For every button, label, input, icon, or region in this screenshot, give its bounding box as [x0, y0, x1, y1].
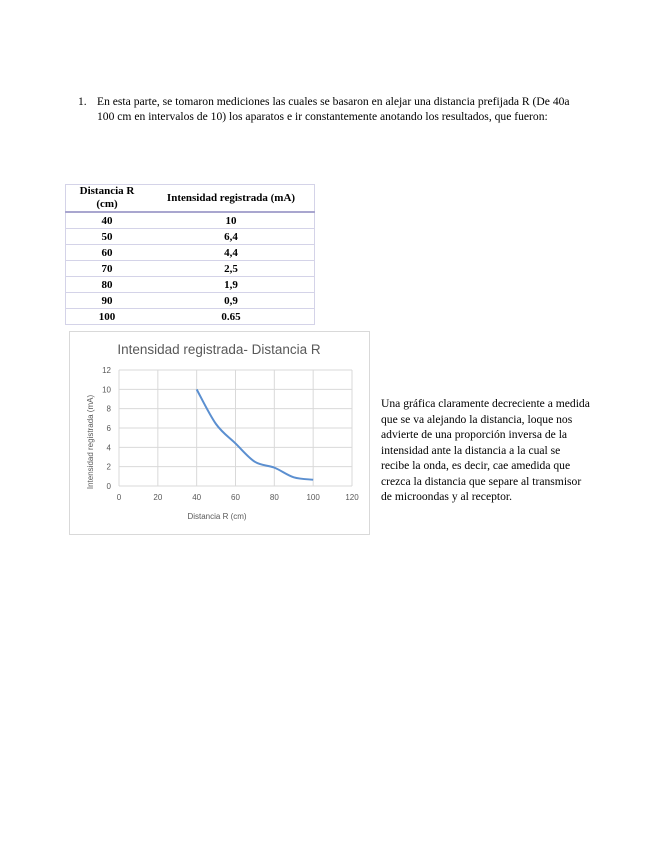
y-tick-label: 0 — [106, 482, 111, 491]
measurements-table — [65, 184, 315, 325]
table-row — [66, 293, 315, 309]
x-axis-label: Distancia R (cm) — [187, 512, 247, 521]
x-tick-label: 20 — [153, 493, 163, 502]
y-tick-label: 10 — [102, 385, 111, 395]
cell-intensity: 6,4 — [148, 229, 315, 245]
paragraph-text: En esta parte, se tomaron mediciones las cuales se basaron en alejar una distancia prefijada R (De 40a 100 cm en intervalos de 10) los aparatos e ir constantemente anotando los resultados, que fueron: — [97, 95, 570, 123]
cell-intensity: 0,9 — [148, 293, 315, 309]
cell-distance: 50 — [66, 229, 149, 245]
series-line — [197, 389, 314, 479]
table-row — [66, 277, 315, 293]
cell-intensity: 10 — [148, 212, 315, 229]
cell-distance: 100 — [98, 310, 116, 323]
x-tick-label: 0 — [116, 493, 122, 502]
table-header-row — [66, 185, 315, 213]
cell-distance: 60 — [66, 245, 149, 261]
numbered-paragraph — [78, 94, 588, 124]
y-axis-ticks — [102, 366, 111, 491]
table-row — [66, 229, 315, 245]
cell-intensity: 4,4 — [148, 245, 315, 261]
chart-description: Una gráfica claramente decreciente a medida que se va alejando la distancia, loque nos advierte de una proporción inversa de la intensidad ante la distancia a la cual se recibe la onda, es decir, cae amedida que crezca la distancia que separe al transmisor de microondas y al receptor. — [381, 397, 590, 503]
y-tick-label: 6 — [106, 424, 111, 433]
header-intensity: Intensidad registrada (mA) — [148, 185, 315, 213]
chart-svg — [70, 332, 369, 534]
cell-intensity: 2,5 — [148, 261, 315, 277]
cell-distance: 90 — [66, 293, 149, 309]
x-tick-label: 120 — [345, 493, 359, 502]
x-tick-label: 60 — [231, 493, 240, 502]
intensity-distance-chart — [69, 331, 370, 535]
cell-distance: 70 — [66, 261, 149, 277]
chart-title: Intensidad registrada- Distancia R — [117, 342, 321, 357]
y-tick-label: 2 — [106, 462, 111, 472]
table-row — [66, 212, 315, 229]
header-distance: Distancia R (cm) — [66, 185, 149, 213]
list-number: 1. — [78, 95, 87, 108]
chart-gridlines — [119, 370, 352, 486]
x-tick-label: 80 — [269, 493, 279, 502]
y-tick-label: 8 — [106, 404, 111, 414]
table-row — [66, 245, 315, 261]
cell-distance: 80 — [66, 277, 149, 293]
cell-distance: 40 — [66, 212, 149, 229]
cell-intensity: 1,9 — [148, 277, 315, 293]
x-tick-label: 100 — [306, 493, 320, 502]
y-tick-label: 12 — [102, 366, 111, 375]
table-row — [66, 261, 315, 277]
y-axis-label: Intensidad registrada (mA) — [86, 394, 95, 490]
y-tick-label: 4 — [106, 443, 111, 453]
cell-intensity: 0.65 — [221, 310, 241, 323]
x-axis-ticks — [117, 493, 359, 502]
table-row — [66, 309, 315, 325]
x-tick-label: 40 — [192, 493, 202, 502]
